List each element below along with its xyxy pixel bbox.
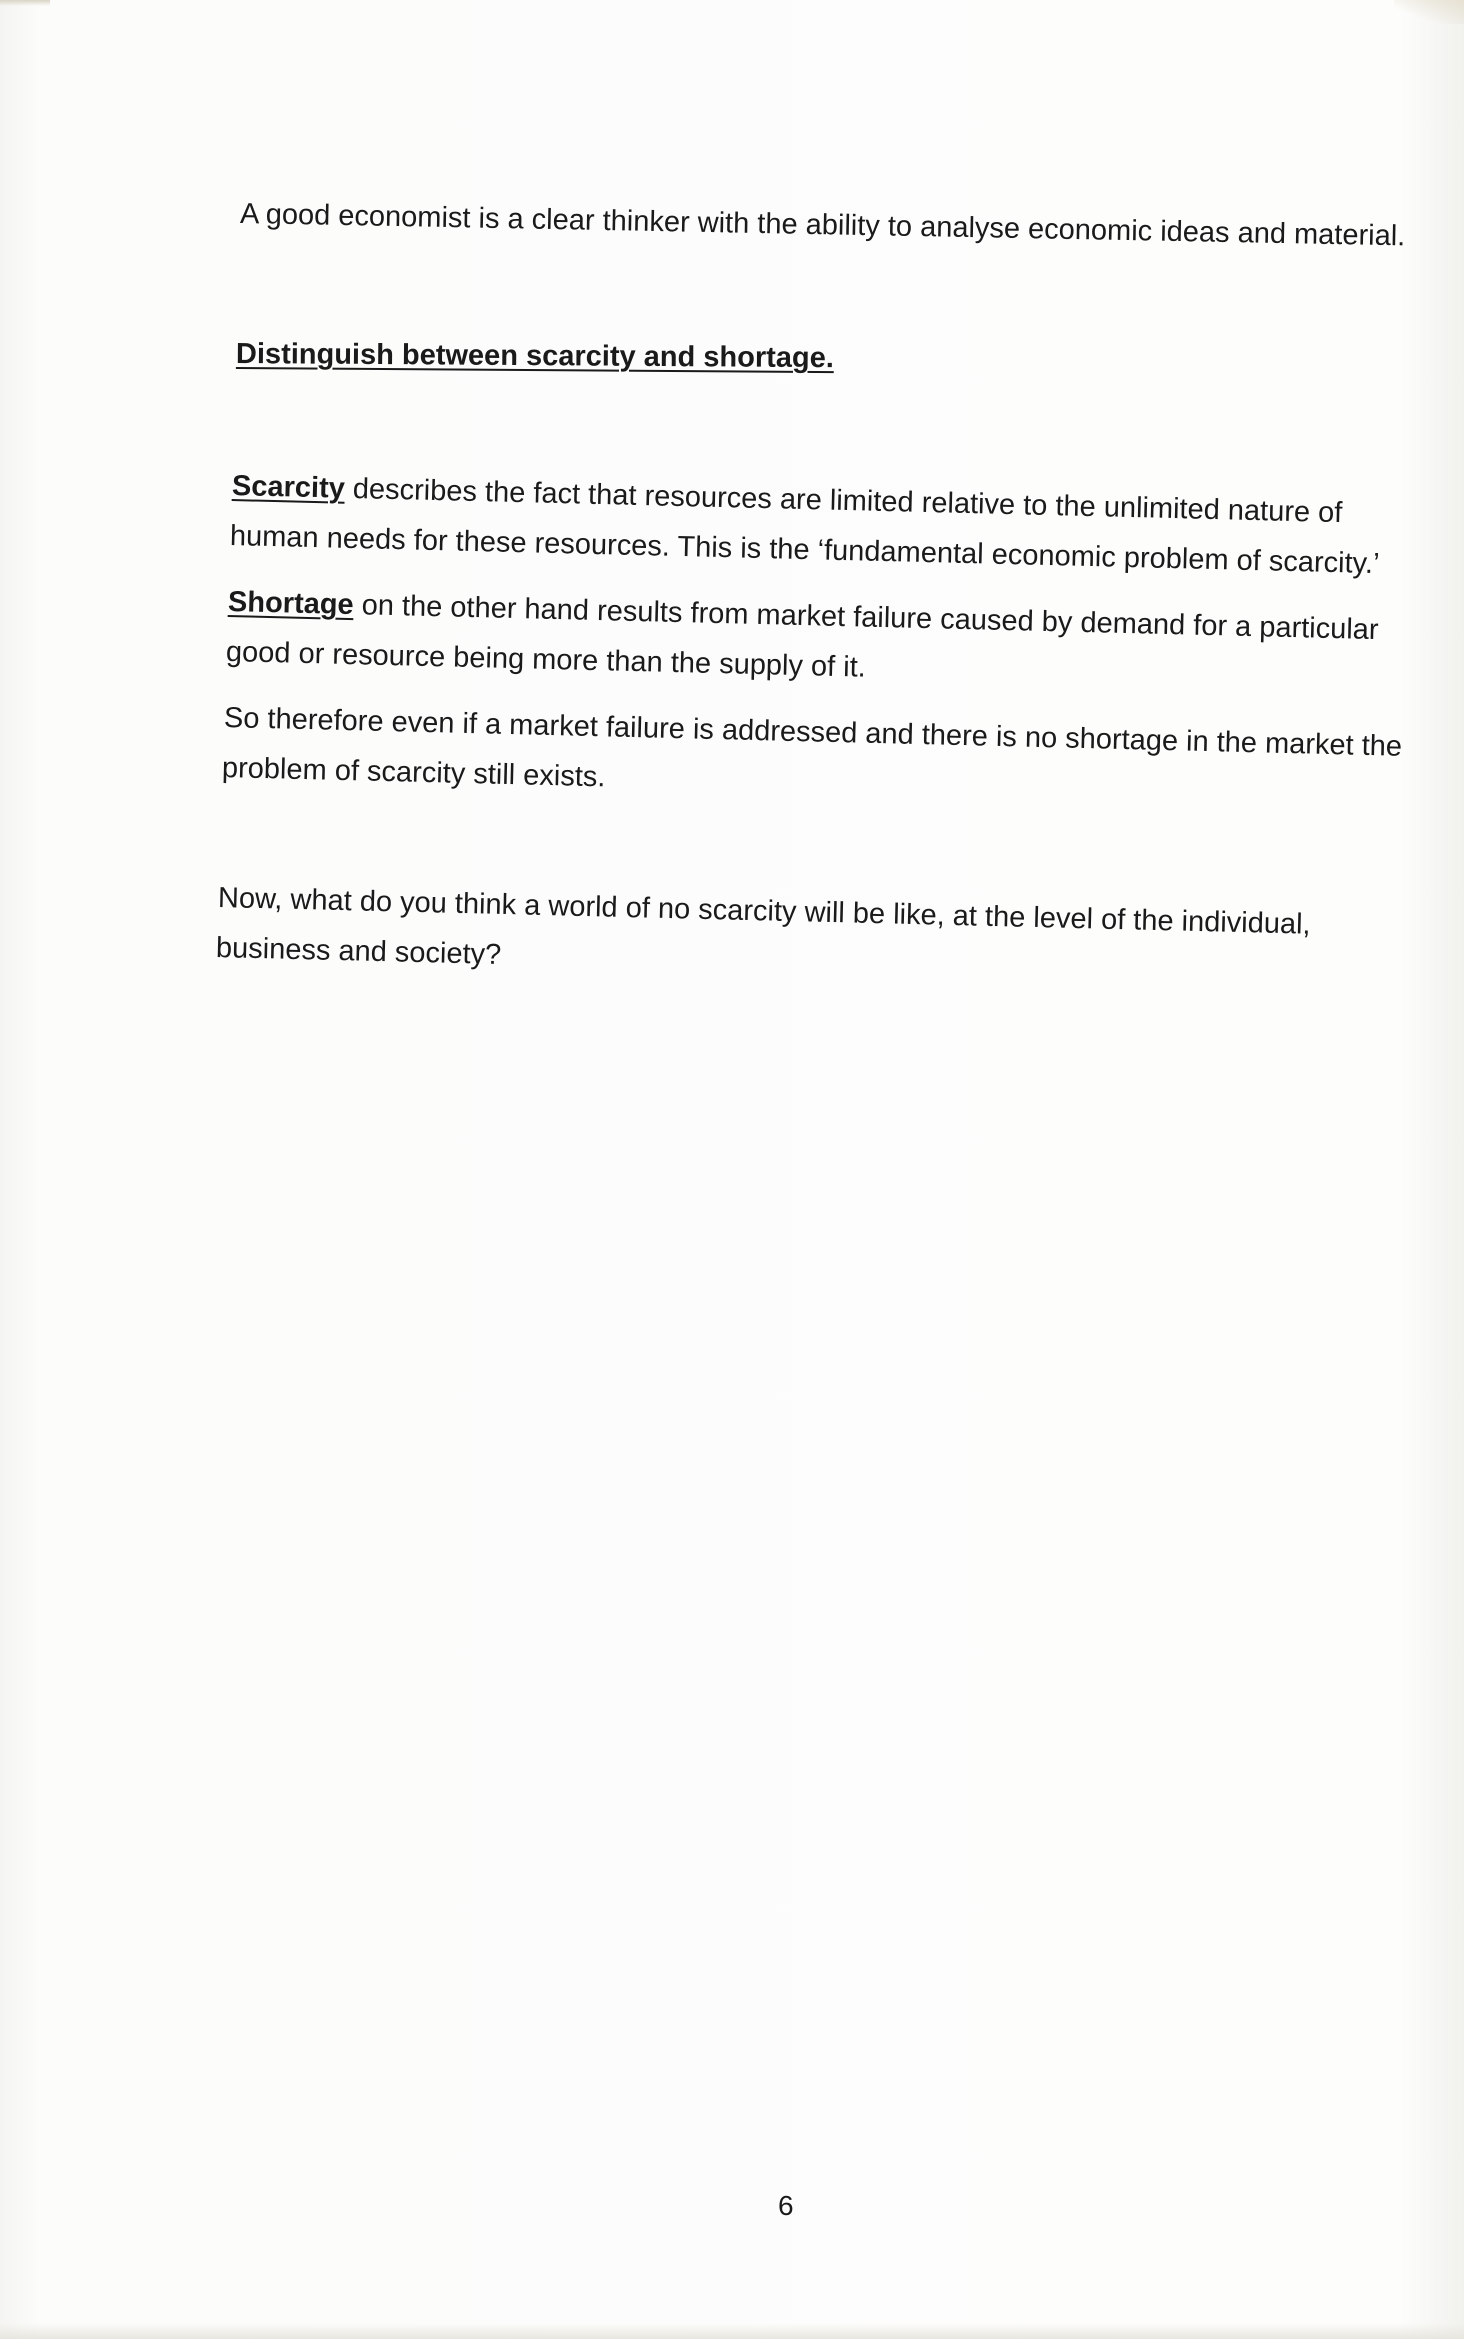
shortage-term: Shortage — [227, 586, 355, 622]
conclusion-line-1: So therefore even if a market failure is addressed and there is no shortage in the market the — [223, 702, 1403, 763]
page-corner-mark — [0, 0, 50, 6]
question-line-1: Now, what do you think a world of no scarcity will be like, at the level of the individual, — [217, 882, 1311, 941]
shortage-definition-part-1: on the other hand results from market failure caused by demand for a particular — [353, 589, 1379, 647]
scarcity-line-2: human needs for these resources. This is the ‘fundamental economic problem of scarcity.’ — [229, 520, 1380, 581]
conclusion-line-2: problem of scarcity still exists. — [221, 752, 606, 794]
scarcity-term: Scarcity — [231, 470, 346, 505]
page-bottom-shadow — [0, 2323, 1464, 2339]
question-line-2: business and society? — [215, 932, 502, 971]
page-corner-mark — [1394, 0, 1464, 24]
shortage-line-2: good or resource being more than the supply of it. — [225, 636, 867, 684]
intro-text: A good economist is a clear thinker with the ability to analyse economic ideas and material. — [239, 198, 1406, 253]
section-heading: Distinguish between scarcity and shortage. — [235, 338, 834, 375]
scarcity-definition-part-1: describes the fact that resources are limited relative to the unlimited nature of — [344, 472, 1343, 530]
page-number: 6 — [778, 2190, 794, 2221]
